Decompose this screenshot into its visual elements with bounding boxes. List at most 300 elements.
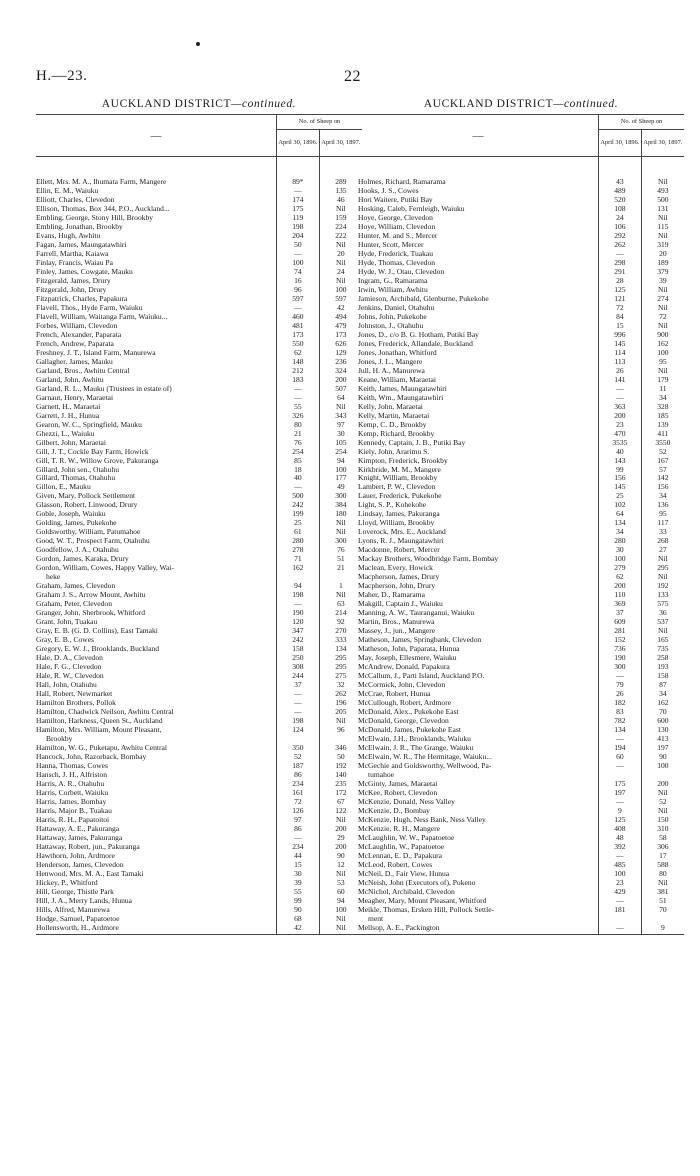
table-row xyxy=(358,824,684,833)
table-row xyxy=(358,752,684,761)
sheep-count-1897: Nil xyxy=(641,321,684,330)
sheep-count-1896: 212 xyxy=(277,366,320,375)
sheep-count-1896: 72 xyxy=(599,303,642,312)
sheep-count-1896: 190 xyxy=(599,653,642,662)
table-row xyxy=(36,456,362,465)
sheep-count-1896: 254 xyxy=(277,447,320,456)
owner-name: McKenzie, R. H., Mangere xyxy=(358,823,440,833)
sheep-count-1897 xyxy=(319,734,362,743)
owner-name: Garland, John, Awhitu xyxy=(36,374,104,384)
sheep-count-1897: 254 xyxy=(319,447,362,456)
owner-name: McKenzie, Hugh, Ness Bank, Ness Valley xyxy=(358,814,486,824)
sheep-count-1897: 479 xyxy=(319,321,362,330)
owner-name: Graham, James, Clevedon xyxy=(36,581,116,591)
sheep-count-1897: 236 xyxy=(319,357,362,366)
table-row xyxy=(36,330,362,339)
owner-name: Lauer, Frederick, Pukekohe xyxy=(358,491,442,501)
sheep-count-1896 xyxy=(277,572,320,581)
owner-name: McNichol, Archibald, Clevedon xyxy=(358,886,455,896)
sheep-count-1897: Nil xyxy=(319,923,362,932)
sheep-count-1897: 139 xyxy=(641,420,684,429)
sheep-count-1896: 61 xyxy=(277,527,320,536)
sheep-count-1897: Nil xyxy=(319,527,362,536)
table-row xyxy=(36,420,362,429)
owner-name: Kelly, Martin, Maraetai xyxy=(358,410,430,420)
sheep-count-1896: 250 xyxy=(277,653,320,662)
table-row xyxy=(36,581,362,590)
year-1896-header: April 30, 1896. xyxy=(277,130,320,157)
sheep-count-1897: Nil xyxy=(319,240,362,249)
table-row xyxy=(358,698,684,707)
sheep-count-1896: 175 xyxy=(599,779,642,788)
owner-name: Garrett, J. H., Hunua xyxy=(36,410,100,420)
table-row xyxy=(36,698,362,707)
sheep-count-1896: — xyxy=(277,689,320,698)
sheep-count-1896: 55 xyxy=(277,887,320,896)
owner-name: Ellett, Mrs. M. A., Ihumata Farm, Mangere xyxy=(36,177,167,186)
table-row xyxy=(36,761,362,770)
table-row xyxy=(36,177,362,186)
table-row xyxy=(358,905,684,914)
sheep-count-1897: 177 xyxy=(319,473,362,482)
sheep-count-1896: 300 xyxy=(599,662,642,671)
owner-name: Hoye, William, Clevedon xyxy=(358,221,436,231)
sheep-count-1896: 40 xyxy=(277,473,320,482)
owner-name: Embling, George, Stony Hill, Brookby xyxy=(36,212,154,222)
table-row xyxy=(358,456,684,465)
sheep-count-1896: 460 xyxy=(277,312,320,321)
sheep-count-1897: 319 xyxy=(641,240,684,249)
sheep-count-1896: — xyxy=(277,599,320,608)
sheep-count-1896: 200 xyxy=(599,581,642,590)
owner-name: Grant, John, Tuakau xyxy=(36,617,98,627)
sheep-count-1896: — xyxy=(599,851,642,860)
sheep-count-1896: 89* xyxy=(277,177,320,186)
owner-name: Macpherson, James, Drury xyxy=(358,572,440,582)
sheep-count-1896: 120 xyxy=(277,617,320,626)
owner-name: Fitzgerald, James, Drury xyxy=(36,275,111,285)
sheep-count-1897: 274 xyxy=(641,294,684,303)
table-row xyxy=(36,312,362,321)
sheep-count-1897: 333 xyxy=(319,635,362,644)
table-row xyxy=(358,294,684,303)
sheep-count-1897: 95 xyxy=(641,357,684,366)
sheep-count-1896: 996 xyxy=(599,330,642,339)
table-row xyxy=(36,797,362,806)
table-row xyxy=(358,249,684,258)
sheep-count-1897: 172 xyxy=(319,788,362,797)
sheep-count-1897: 262 xyxy=(319,689,362,698)
sheep-count-1897: 180 xyxy=(319,509,362,518)
sheep-count-1896: 158 xyxy=(277,644,320,653)
owner-name: Hale, D. A., Clevedon xyxy=(36,653,103,663)
sheep-count-1896 xyxy=(277,734,320,743)
owner-name: Loverock, Mrs. E., Auckland xyxy=(358,527,446,537)
table-row xyxy=(358,482,684,491)
sheep-count-1897: 100 xyxy=(641,761,684,770)
owner-name: Jones, J. L., Mangere xyxy=(358,356,423,366)
table-row xyxy=(36,500,362,509)
sheep-count-1896: 79 xyxy=(599,680,642,689)
sheep-count-1896: 52 xyxy=(277,752,320,761)
table-row xyxy=(36,213,362,222)
owner-name: Lindsay, James, Pakuranga xyxy=(358,509,440,519)
table-row xyxy=(358,662,684,671)
sheep-count-1896: 40 xyxy=(599,447,642,456)
owner-name: Kennedy, Captain, J. B., Putiki Bay xyxy=(358,437,466,447)
table-row xyxy=(358,258,684,267)
sheep-count-1897: 58 xyxy=(641,833,684,842)
sheep-count-1897: 117 xyxy=(641,518,684,527)
sheep-count-1896: 44 xyxy=(277,851,320,860)
owner-name: Hale, R. W., Clevedon xyxy=(36,671,104,681)
sheep-count-1896: 200 xyxy=(599,411,642,420)
right-column xyxy=(358,98,684,935)
table-row xyxy=(358,348,684,357)
table-row xyxy=(36,923,362,932)
sheep-count-1896: 25 xyxy=(599,491,642,500)
sheep-count-1896: 3535 xyxy=(599,438,642,447)
owner-name: Hori Waitere, Putiki Bay xyxy=(358,194,433,204)
sheep-count-1896: 37 xyxy=(599,608,642,617)
owner-name: Hansch, J. H., Alfriston xyxy=(36,769,108,779)
table-row xyxy=(36,482,362,491)
owner-name: Gill, T. R. W., Willow Grove, Pakuranga xyxy=(36,455,159,465)
owner-name: Hamilton, Mrs. William, Mount Pleasant, xyxy=(36,725,162,735)
table-row xyxy=(36,249,362,258)
owner-name: Gray, E. B., Cowes xyxy=(36,635,94,645)
table-row xyxy=(36,734,362,743)
sheep-count-1896: 141 xyxy=(599,375,642,384)
sheep-count-1897: 381 xyxy=(641,887,684,896)
sheep-count-1896: 481 xyxy=(277,321,320,330)
sheep-count-1896: 76 xyxy=(277,438,320,447)
sheep-count-1896: 609 xyxy=(599,617,642,626)
table-row xyxy=(36,887,362,896)
owner-name: Brookby xyxy=(46,734,73,744)
owner-name: Farrell, Martha, Kaiawa xyxy=(36,248,109,258)
table-row xyxy=(358,743,684,752)
sheep-count-1896: — xyxy=(277,249,320,258)
sheep-count-1897: 158 xyxy=(641,671,684,680)
sheep-count-1896: 485 xyxy=(599,860,642,869)
sheep-count-1896: 99 xyxy=(277,896,320,905)
table-row xyxy=(358,725,684,734)
sheep-count-1897: Nil xyxy=(319,518,362,527)
owner-name: Henderson, James, Clevedon xyxy=(36,859,124,869)
table-row xyxy=(358,536,684,545)
owner-name: Maher, D., Ramarama xyxy=(358,590,425,600)
owner-name: Jones, D., c/o B. G. Hotham, Putiki Bay xyxy=(358,329,479,339)
table-row xyxy=(358,896,684,905)
owner-name: Hamilton, Chadwick Neilson, Awhitu Central xyxy=(36,707,174,717)
sheep-count-1896: 42 xyxy=(277,923,320,932)
table-row xyxy=(358,860,684,869)
sheep-count-1896: 72 xyxy=(277,797,320,806)
owner-name: McAndrew, Donald, Papakura xyxy=(358,662,450,672)
owner-name: Gillard, John sen., Otahuhu xyxy=(36,464,120,474)
owner-name: Kiely, John, Ararimu S. xyxy=(358,446,430,456)
sheep-count-1896: 279 xyxy=(599,563,642,572)
owner-name: McKenzie, D., Bombay xyxy=(358,805,430,815)
table-row xyxy=(36,339,362,348)
sheep-count-1897: 189 xyxy=(641,258,684,267)
sheep-count-1897: Nil xyxy=(319,815,362,824)
table-row xyxy=(358,878,684,887)
table-row xyxy=(358,500,684,509)
table-row xyxy=(358,869,684,878)
table-row xyxy=(36,590,362,599)
sheep-count-1897: 36 xyxy=(641,608,684,617)
owner-name: Hale, F. G., Clevedon xyxy=(36,662,102,672)
owner-name: Lambert, P. W., Clevedon xyxy=(358,482,436,492)
sheep-count-1896: 50 xyxy=(277,240,320,249)
sheep-count-1896: 97 xyxy=(277,815,320,824)
owner-name: Hamilton, Harkness, Queen St., Auckland xyxy=(36,716,163,726)
sheep-count-1897: 200 xyxy=(319,824,362,833)
sheep-count-1897: 200 xyxy=(319,375,362,384)
table-row xyxy=(358,842,684,851)
page-number: 22 xyxy=(344,68,361,85)
sheep-count-1897: 72 xyxy=(641,312,684,321)
sheep-count-1896: 90 xyxy=(277,905,320,914)
sheep-count-1896: — xyxy=(599,249,642,258)
sheep-count-1897: 63 xyxy=(319,599,362,608)
sheep-count-1896: 143 xyxy=(599,456,642,465)
sheep-count-1896: 60 xyxy=(599,752,642,761)
owner-name: Gillon, E., Mauku xyxy=(36,482,91,492)
sheep-count-1897: 57 xyxy=(641,465,684,474)
owner-name: Forbes, William, Clevedon xyxy=(36,320,118,330)
table-row xyxy=(358,635,684,644)
owner-name: Gill, J. T., Cockle Bay Farm, Howick xyxy=(36,446,149,456)
owner-name: Mellsop, A. E., Packington xyxy=(358,922,440,932)
right-column-title: AUCKLAND DISTRICT—continued. xyxy=(423,98,619,110)
sheep-count-1897: 135 xyxy=(319,186,362,195)
owner-name: Garland, Bros., Awhitu Central xyxy=(36,365,130,375)
sheep-count-1896: 736 xyxy=(599,644,642,653)
owner-name: Granger, John, Sherbrook, Whitford xyxy=(36,608,145,618)
owner-name: Flavell, Thos., Hyde Farm, Waiuku xyxy=(36,302,143,312)
table-row xyxy=(36,860,362,869)
sheep-count-1897: 30 xyxy=(319,429,362,438)
sheep-count-1897: 162 xyxy=(641,339,684,348)
sheep-count-1897: 100 xyxy=(319,465,362,474)
owner-name: Martin, Bros., Manurewa xyxy=(358,617,435,627)
owner-name: Ingram, G., Ramarama xyxy=(358,275,428,285)
sheep-count-1897: Nil xyxy=(641,285,684,294)
sheep-count-1896: 597 xyxy=(277,294,320,303)
table-row xyxy=(36,518,362,527)
sheep-count-1897: 735 xyxy=(641,644,684,653)
table-row xyxy=(36,402,362,411)
sheep-count-1896: — xyxy=(277,833,320,842)
sheep-count-1897: Nil xyxy=(641,213,684,222)
sheep-count-1896: — xyxy=(277,698,320,707)
table-row xyxy=(358,473,684,482)
sheep-count-1897: Nil xyxy=(319,258,362,267)
sheep-count-1897: Nil xyxy=(319,276,362,285)
table-row xyxy=(358,680,684,689)
table-row xyxy=(36,680,362,689)
owner-name: Hanna, Thomas, Cowes xyxy=(36,760,108,770)
sheep-count-1897: 95 xyxy=(641,509,684,518)
sheep-count-1896: — xyxy=(599,393,642,402)
table-row xyxy=(36,348,362,357)
sheep-count-1896: 500 xyxy=(277,491,320,500)
table-row xyxy=(358,671,684,680)
owner-name: French, Alexander, Paparata xyxy=(36,329,122,339)
sheep-count-1896: 113 xyxy=(599,357,642,366)
table-row xyxy=(358,276,684,285)
sheep-count-1896: 94 xyxy=(277,581,320,590)
sheep-count-1896: 280 xyxy=(599,536,642,545)
sheep-count-1896: 234 xyxy=(277,842,320,851)
table-row xyxy=(36,258,362,267)
table-row xyxy=(358,806,684,815)
owner-name: Holmes, Richard, Ramarama xyxy=(358,177,446,186)
owner-name: Hunter, Scott, Mercer xyxy=(358,239,424,249)
owner-name: Kirkbride, M. M., Mangere xyxy=(358,464,441,474)
owner-name: Garland, R. L., Mauku (Trustees in estate of) xyxy=(36,383,172,393)
sheep-count-1897: 20 xyxy=(319,249,362,258)
owner-name: Gregory, E. W. J., Brooklands, Buckland xyxy=(36,644,159,654)
sheep-count-1897: 222 xyxy=(319,231,362,240)
sheep-count-1896: 204 xyxy=(277,231,320,240)
table-row xyxy=(358,707,684,716)
owner-name: Ellison, Thomas, Box 344, P.O., Auckland... xyxy=(36,203,170,213)
sheep-count-1896: 392 xyxy=(599,842,642,851)
table-row xyxy=(36,644,362,653)
sheep-count-1897: 52 xyxy=(641,447,684,456)
owner-name: Matheson, James, Springbank, Clevedon xyxy=(358,635,482,645)
sheep-count-1897: Nil xyxy=(641,554,684,563)
sheep-count-1896: 119 xyxy=(277,213,320,222)
sheep-count-1897: Nil xyxy=(641,878,684,887)
sheep-count-1897: 200 xyxy=(641,779,684,788)
sheep-count-1897: 224 xyxy=(319,222,362,231)
owner-name: Henwood, Mrs. M. A., East Tamaki xyxy=(36,868,144,878)
table-row xyxy=(358,384,684,393)
table-row xyxy=(358,321,684,330)
sheep-count-1896: 187 xyxy=(277,761,320,770)
sheep-count-1896: 278 xyxy=(277,545,320,554)
sheep-count-1897: 96 xyxy=(319,725,362,734)
sheep-count-1896: 234 xyxy=(277,779,320,788)
owner-name: McDonald, Alex., Pukekohe East xyxy=(358,707,459,717)
table-row xyxy=(36,617,362,626)
sheep-count-1897: 46 xyxy=(319,195,362,204)
sheep-count-1897: 142 xyxy=(641,473,684,482)
table-row xyxy=(36,375,362,384)
sheep-count-1897: Nil xyxy=(319,204,362,213)
table-row xyxy=(358,572,684,581)
owner-name: Meikle, Thomas, Ersken Hill, Pollock Settle- xyxy=(358,904,495,914)
sheep-count-1897: Nil xyxy=(319,590,362,599)
sheep-count-1896: 199 xyxy=(277,509,320,518)
sheep-count-1896: 198 xyxy=(277,222,320,231)
table-row xyxy=(36,743,362,752)
table-row xyxy=(358,734,684,743)
owner-name: Ghezzi, L., Waiuku xyxy=(36,428,95,438)
sheep-count-1897: 115 xyxy=(641,222,684,231)
sheep-count-1897: 70 xyxy=(641,707,684,716)
sheep-count-1896: — xyxy=(599,797,642,806)
sheep-count-1897: 94 xyxy=(319,456,362,465)
table-row xyxy=(358,213,684,222)
owner-name: Gordon, James, Karaka, Drury xyxy=(36,554,129,564)
sheep-count-1897: 494 xyxy=(319,312,362,321)
sheep-count-1897: 11 xyxy=(641,384,684,393)
owner-name: McCallum, J., Parti Island, Auckland P.O. xyxy=(358,671,485,681)
owner-name: McLaughlin, W., Papatoetoe xyxy=(358,841,445,851)
table-row xyxy=(36,707,362,716)
sheep-count-1896: — xyxy=(599,896,642,905)
sheep-count-1896: 350 xyxy=(277,743,320,752)
sheep-count-1897: 50 xyxy=(319,752,362,761)
sheep-count-1897: 49 xyxy=(319,482,362,491)
owner-name: Jull, H. A., Manurewa xyxy=(358,365,425,375)
table-row xyxy=(36,635,362,644)
sheep-count-1896: 182 xyxy=(599,698,642,707)
table-row xyxy=(358,923,684,932)
table-row xyxy=(36,465,362,474)
table-row xyxy=(358,644,684,653)
sheep-count-1896: 26 xyxy=(599,689,642,698)
sheep-count-1896: 34 xyxy=(599,527,642,536)
sheep-count-1897: Nil xyxy=(641,788,684,797)
table-row xyxy=(36,473,362,482)
sheep-count-1897: Nil xyxy=(641,626,684,635)
sheep-count-1896: 62 xyxy=(599,572,642,581)
sheep-count-1896: 24 xyxy=(599,213,642,222)
table-row xyxy=(358,887,684,896)
sheep-count-1896: 86 xyxy=(277,770,320,779)
table-row xyxy=(36,509,362,518)
sheep-count-1897: 300 xyxy=(319,491,362,500)
owner-name: Matheson, John, Paparata, Hunua xyxy=(358,644,460,654)
owner-name: Massey, J., jun., Mangere xyxy=(358,626,436,636)
owner-name: Keith, Wm., Maungatawhiri xyxy=(358,392,444,402)
table-row xyxy=(36,689,362,698)
table-row xyxy=(358,240,684,249)
sheep-count-1897: 343 xyxy=(319,411,362,420)
table-row xyxy=(36,195,362,204)
sheep-count-1896: 15 xyxy=(599,321,642,330)
sheep-count-1896: — xyxy=(599,923,642,932)
owner-name: Hooks, J. S., Cowes xyxy=(358,185,419,195)
sheep-count-1897: 9 xyxy=(641,923,684,932)
sheep-count-1897: 67 xyxy=(319,797,362,806)
sheep-count-1896: 550 xyxy=(277,339,320,348)
owner-name: Ellin, E. M., Waiuku xyxy=(36,185,99,195)
table-row xyxy=(358,267,684,276)
sheep-count-1896: 145 xyxy=(599,339,642,348)
owner-name: Given, Mary, Pollock Settlement xyxy=(36,491,136,501)
owner-name: McKenzie, Donald, Ness Valley xyxy=(358,796,455,806)
sheep-count-1897: 156 xyxy=(641,482,684,491)
sheep-count-1897: 32 xyxy=(319,680,362,689)
table-row xyxy=(36,779,362,788)
table-row xyxy=(358,509,684,518)
sheep-count-1896: 308 xyxy=(277,662,320,671)
sheep-count-1897: 600 xyxy=(641,716,684,725)
sheep-count-1897: 588 xyxy=(641,860,684,869)
owner-name: Hunter, M. and S., Mercer xyxy=(358,230,438,240)
sheep-count-1897: 235 xyxy=(319,779,362,788)
owner-name: Fagan, James, Maungatawhiri xyxy=(36,239,127,249)
year-1896-header: April 30, 1896. xyxy=(599,130,642,157)
